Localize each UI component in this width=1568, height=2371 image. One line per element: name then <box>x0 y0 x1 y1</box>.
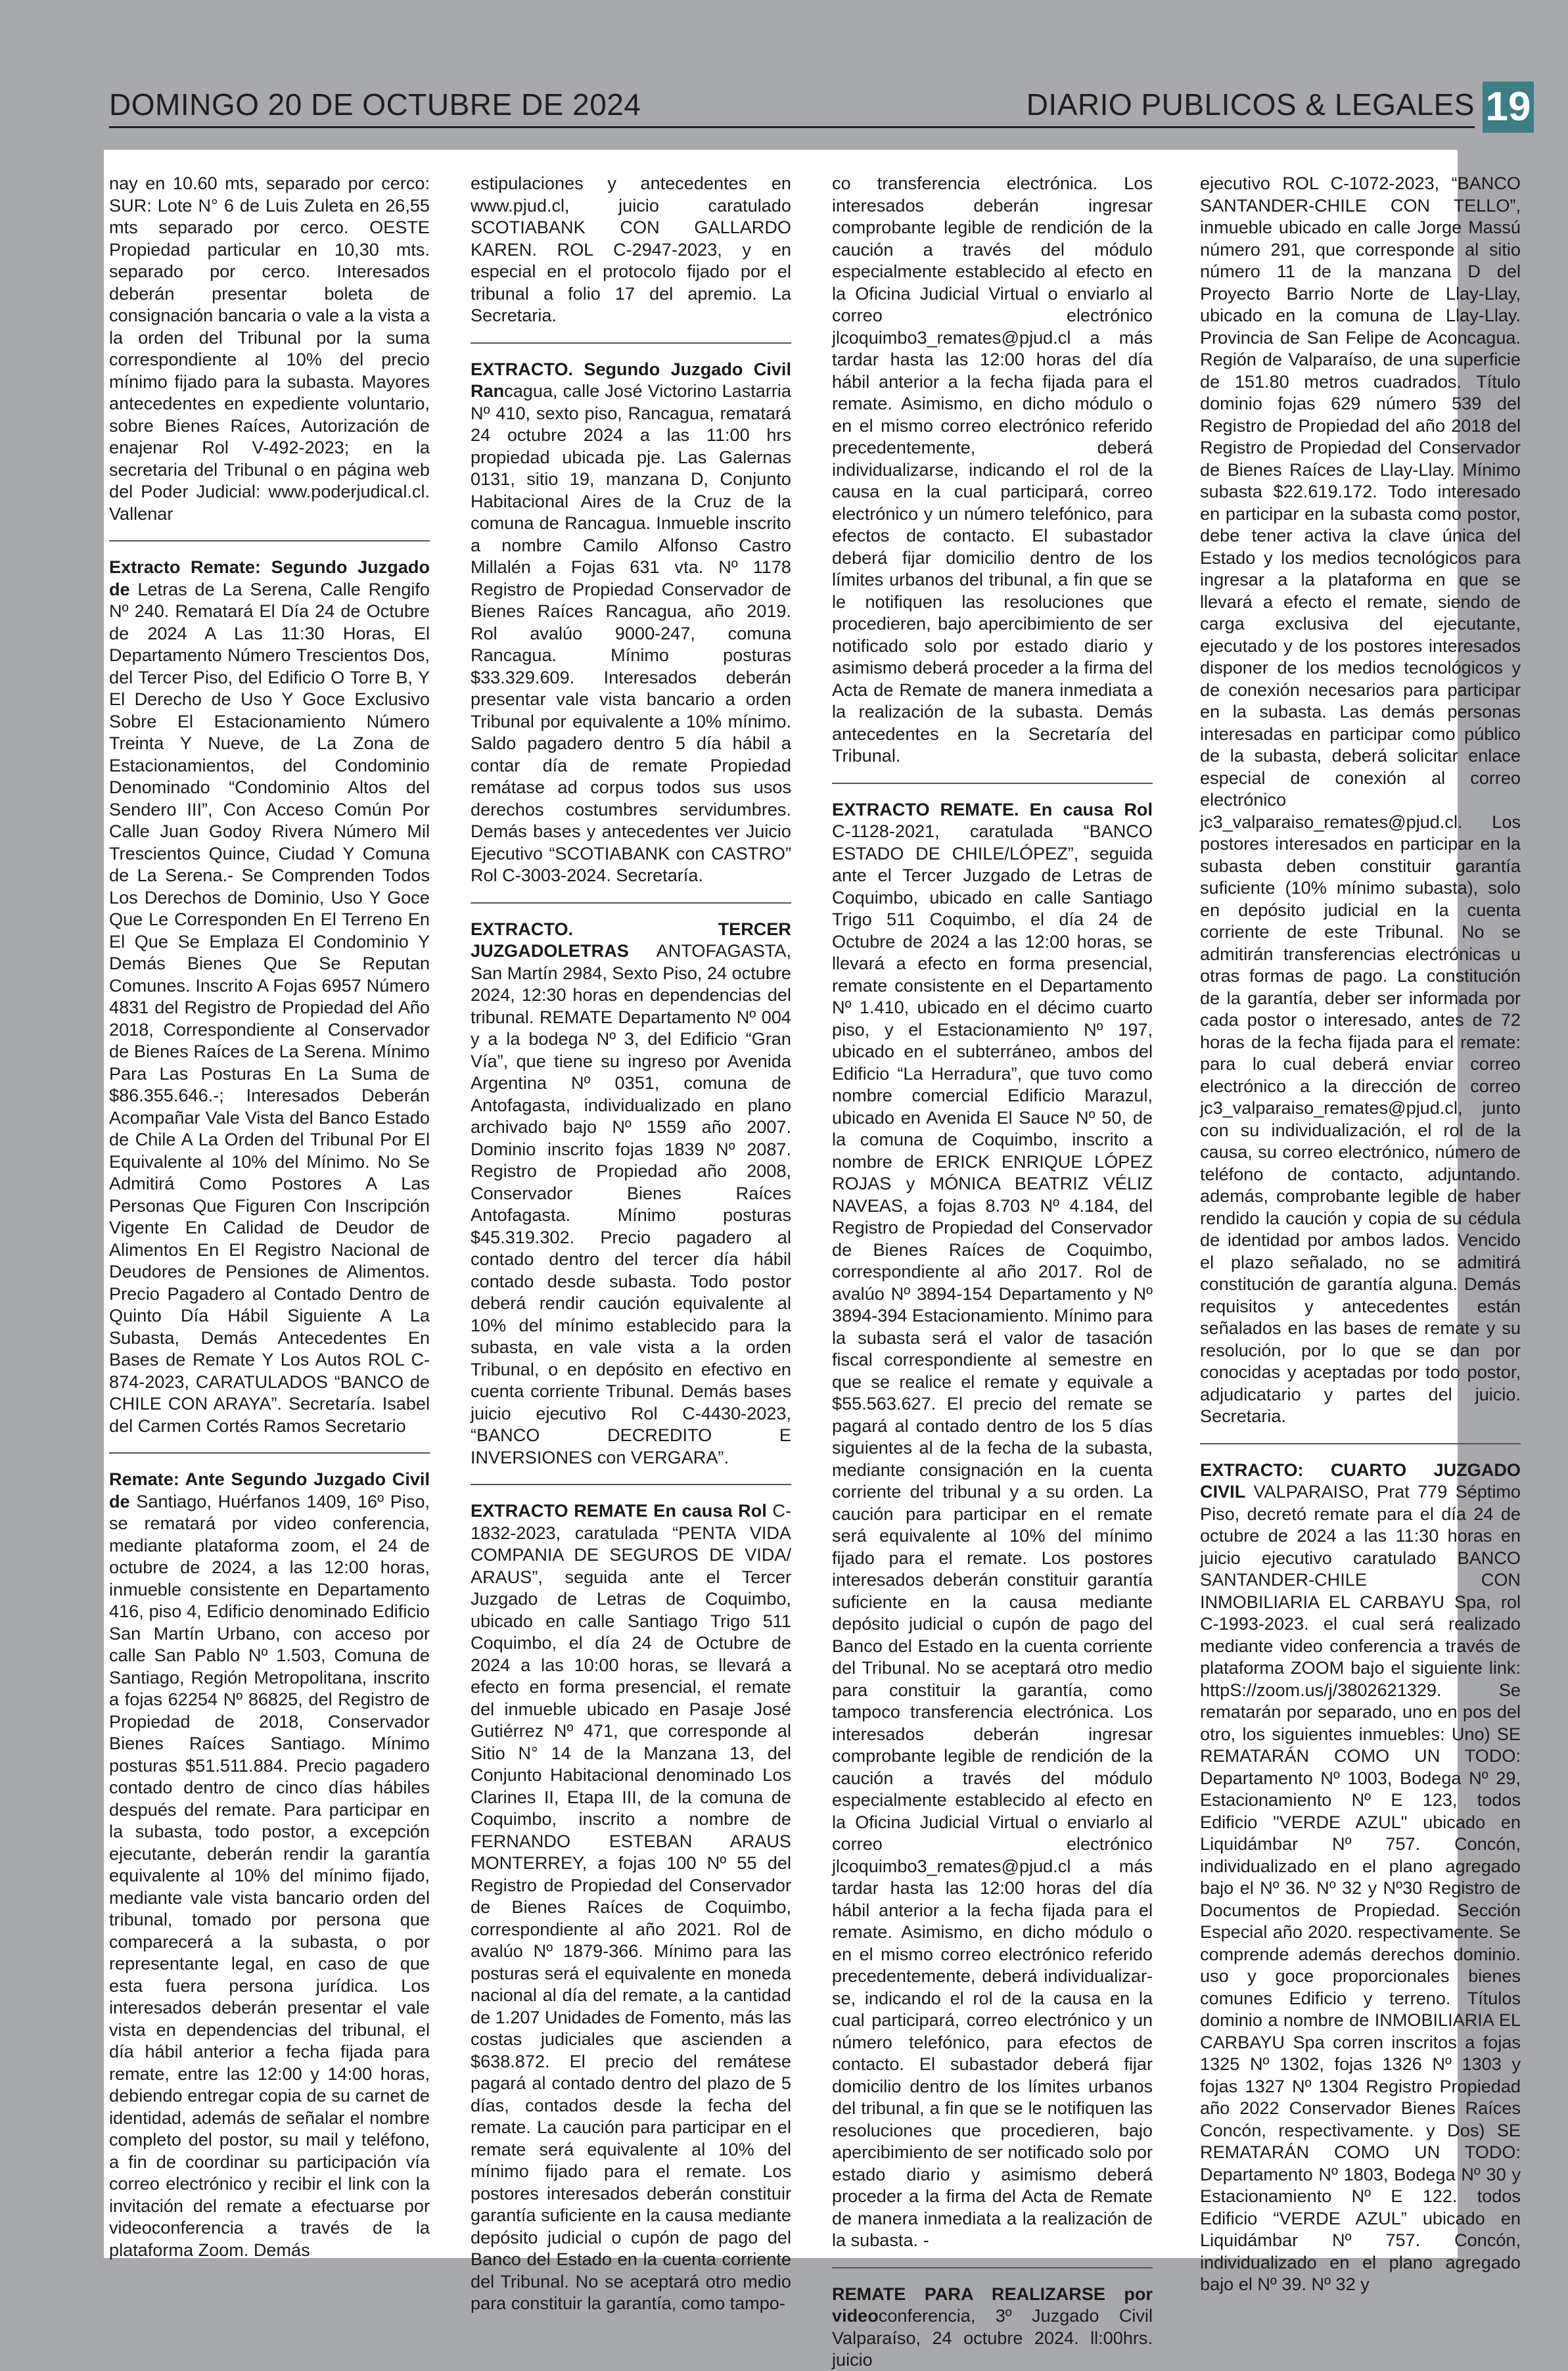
notice <box>1200 1459 1521 2295</box>
notice <box>471 1500 791 2314</box>
notice-divider <box>1200 1443 1521 1444</box>
column-4 <box>1200 172 1521 2294</box>
column-1 <box>109 172 430 2260</box>
column-2 <box>471 172 792 2313</box>
header-rule <box>109 126 1475 128</box>
page-number-badge: 19 <box>1483 81 1534 133</box>
notice-divider <box>471 902 791 904</box>
notice-heading: REMATE PARA REALIZARSE por video <box>832 2283 1153 2326</box>
notice <box>471 918 791 1469</box>
notice-divider <box>109 540 430 541</box>
notice-heading: EXTRACTO. TERCER JUZGADOLETRAS <box>471 918 791 961</box>
notice-heading: EXTRACTO REMATE En causa Rol <box>471 1500 767 1521</box>
notice-text: Letras de La Serena, Calle Rengifo Nº 240. Rematará El Día 24 de Octubre de 2024 A Las 11:30 Horas, El Departamento Número Trescientos Dos, del Tercer Piso, del Edificio O Torre B, Y El Derecho de Uso Y Goce Exclusivo Sobre El Estacionamiento Número Treinta Y Nueve, de La Zona de Estacionamientos, del Condominio Denominado “Condominio Altos del Sendero III”, Con Acceso Común Por Calle Juan Godoy Rivera Número Mil Trescientos Quince, Ciudad Y Comuna de La Serena.- Se Comprenden Todos Los Derechos de Dominio, Uso Y Goce Que Le Corresponden En El Terreno En El Que Se Emplaza El Condominio Y Demás Bienes Que Se Reputan Comunes. Inscrito A Fojas 6957 Número 4831 del Registro de Propiedad del Año 2018, Correspondiente al Conservador de Bienes Raíces de La Serena. Mínimo Para Las Posturas En La Suma de $86.355.646.-; Interesados Deberán Acompañar Vale Vista del Banco Estado de Chile A La Orden del Tribunal Por El Equivalente al 10% del Mínimo. No Se Admitirá Como Postores A Las Personas Que Figuren Con Inscripción Vigente En Calidad de Deudor de Alimentos En El Registro Nacional de Deudores de Pensiones de Alimentos. Precio Pagadero al Contado Dentro de Quinto Día Hábil Siguiente A La Subasta, Demás Antecedentes En Bases de Remate Y Los Autos ROL C-874-2023, CARATULADOS “BANCO de CHILE CON ARAYA”. Secretaría. Isabel del Carmen Cortés Ramos Secretario <box>109 578 430 1436</box>
notice-text: Santiago, Huérfanos 1409, 16º Piso, se rematará por video conferencia, mediante plataforma zoom, el 24 de octubre de 2024, a las 12:00 horas, inmueble consistente en Departamento 416, piso 4, Edificio denominado Edificio San Martín Urbano, con acceso por calle San Pablo Nº 1.503, Comuna de Santiago, Región Metropolitana, inscrito a fojas 62254 Nº 86825, del Registro de Propiedad de 2018, Conservador Bienes Raíces Santiago. Mínimo posturas $51.511.884. Precio pagadero contado dentro de cinco días hábiles después del remate. Para participar en la subasta, todo postor, a excepción ejecutante, deberán rendir la garantía equivalente al 10% del mínimo fijado, mediante vale vista bancario orden del tribunal, tomado por persona que comparecerá a la subasta, o por representante legal, en caso de que esta fuera persona jurídica. Los interesados deberán presentar el vale vista en dependencias del tribunal, el día hábil anterior a fecha fijada para remate, entre las 12:00 y 14:00 horas, debiendo entregar copia de su carnet de identidad, además de señalar el nombre completo del postor, su mail y teléfono, a fin de coordinar su participación vía correo electrónico y recibir el link con la invitación del remate a efectuarse por videoconferencia a través de la plataforma Zoom. Demás <box>109 1490 430 2260</box>
notice <box>109 1468 430 2261</box>
notice-heading: Remate: Ante Segundo Juzgado Civil de <box>109 1469 430 1511</box>
notice-text: C-1832-2023, caratulada “PENTA VIDA COMPANIA DE SEGUROS DE VIDA/ ARAUS”, seguida ante el Tercer Juzgado de Letras de Coquimbo, ubicado en calle Santiago Trigo 511 Coquimbo, el día 24 de Octubre de 2024 a las 10:00 horas, se llevará a efecto en forma presencial, el remate del inmueble ubicado en Pasaje José Gutiérrez Nº 471, que corresponde al Sitio N° 14 de la Manzana 13, del Conjunto Habitacional denominado Los Clarines II, Etapa III, de la comuna de Coquimbo, inscrito a nombre de FERNANDO ESTEBAN ARAUS MONTERREY, a fojas 100 Nº 55 del Registro de Propiedad del Conservador de Bienes Raíces de Coquimbo, correspondiente al año 2021. Rol de avalúo Nº 1879-366. Mínimo para las posturas será el equivalente en moneda nacional al día del remate, a la cantidad de 1.207 Unidades de Fomento, más las costas judiciales que ascienden a $638.872. El precio del remátese pagará al contado dentro del plazo de 5 días, contados desde la fecha del remate. La caución para participar en el remate será equivalente al 10% del mínimo fijado para el remate. Los postores interesados deberán constituir garantía suficiente en la causa mediante depósito judicial o cupón de pago del Banco del Estado en la cuenta corriente del Tribunal. No se aceptará otro medio para constituir la garantía, como tampo- <box>471 1500 792 2313</box>
notice <box>832 2283 1153 2371</box>
notice-text: C-1128-2021, caratulada “BANCO ESTADO DE CHILE/LÓPEZ”, seguida ante el Tercer Juzgado de Letras de Coquimbo, ubicado en calle Santiago Trigo 511 Coquimbo, el día 24 de Octubre de 2024 a las 12:00 horas, se llevará a efecto en forma presencial, remate consistente en el Departamento Nº 1.410, ubicado en el décimo cuarto piso, y el Estacionamiento Nº 197, ubicado en el subterráneo, ambos del Edificio “La Herradura”, que tuvo como nombre comercial Edificio Marazul, ubicado en Avenida El Sauce Nº 50, de la comuna de Coquimbo, inscrito a nombre de ERICK ENRIQUE LÓPEZ ROJAS y MÓNICA BEATRIZ VÉLIZ NAVEAS, a fojas 8.703 Nº 4.184, del Registro de Propiedad del Conservador de Bienes Raíces de Coquimbo, correspondiente al año 2017. Rol de avalúo Nº 3894-154 Departamento y Nº 3894-394 Estacionamiento. Mínimo para la subasta será el valor de tasación fiscal correspondiente al semestre en que se realice el remate y equivale a $55.563.627. El precio del remate se pagará al contado dentro de los 5 días siguientes al de la fecha de la subasta, mediante consignación en la cuenta corriente del tribunal y a su orden. La caución para participar en el remate será equivalente al 10% del mínimo fijado para el remate. Los postores interesados deberán constituir garantía suficiente en la causa mediante depósito judicial o cupón de pago del Banco del Estado en la cuenta corriente del Tribunal. No se aceptará otro medio para constituir la garantía, como tampoco transferencia electrónica. Los interesados deberán ingresar comprobante legible de rendición de la caución a través del módulo especialmente establecido al efecto en la Oficina Judicial Virtual o enviarlo al correo electrónico jlcoquimbo3_remates@pjud.cl a más tardar hasta las 12:00 horas del día hábil anterior a la fecha fijada para el remate. Asimismo, en dicho módulo o en el mismo correo electrónico referido precedentemente, deberá individualizar-se, indicando el rol de la causa en la cual participará, correo electrónico y un número telefónico, para efectos de contacto. El subastador deberá fijar domicilio dentro de los límites urbanos del tribunal, a fin que se le notifiquen las resoluciones que procedieren, bajo apercibimiento de ser notificado solo por estado diario y asimismo deberá proceder a la firma del Acta de Remate de manera inmediata a la realización de la subasta. - <box>832 821 1153 2250</box>
notice-text: co transferencia electrónica. Los interesados deberán ingresar comprobante legible de rendición de la caución a través del módulo especialmente establecido al efecto en la Oficina Judicial Virtual o enviarlo al correo electrónico jlcoquimbo3_remates@pjud.cl a más tardar hasta las 12:00 horas del día hábil anterior a la fecha fijada para el remate. Asimismo, en dicho módulo o en el mismo correo electrónico referido precedentemente, deberá individualizarse, indicando el rol de la causa en la cual participará, correo electrónico y un número telefónico, para efectos de contacto. El subastador deberá fijar domicilio dentro de los límites urbanos del tribunal, a fin que se le notifiquen las resoluciones que procedieren, bajo apercibimiento de ser notificado solo por estado diario y asimismo deberá proceder a la firma del Acta de Remate de manera inmediata a la realización de la subasta. Demás antecedentes en la Secretaría del Tribunal. <box>832 173 1153 766</box>
notice-heading: EXTRACTO. Segundo Juzgado Civil Ran <box>471 358 791 401</box>
header-publication: DIARIO PUBLICOS & LEGALES <box>1026 87 1475 122</box>
notice-divider <box>109 1452 430 1454</box>
notice-divider <box>832 783 1153 784</box>
notice-divider <box>471 342 791 344</box>
notice-text: ANTOFAGASTA, San Martín 2984, Sexto Piso, 24 octubre 2024, 12:30 horas en dependencias del tribunal. REMATE Departamento Nº 004 y a la bodega Nº 3, del Edificio “Gran Vía”, que tiene su ingreso por Avenida Argentina Nº 0351, comuna de Antofagasta, individualizado en plano archivado bajo Nº 1559 año 2007. Dominio inscrito fojas 1839 Nº 2087. Registro de Propiedad año 2008, Conservador Bienes Raíces Antofagasta. Mínimo posturas $45.319.302. Precio pagadero al contado dentro del tercer día hábil contado desde subasta. Todo postor deberá rendir caución equivalente al 10% del mínimo establecido para la subasta, en vale vista a la orden Tribunal, o en depósito en efectivo en cuenta corriente Tribunal. Demás bases juicio ejecutivo Rol C-4430-2023, “BANCO DECREDITO E INVERSIONES con VERGARA”. <box>471 940 791 1467</box>
header-date: DOMINGO 20 DE OCTUBRE DE 2024 <box>109 87 641 122</box>
notice-text: ejecutivo ROL C-1072-2023, “BANCO SANTANDER-CHILE CON TELLO”, inmueble ubicado en calle Jorge Massú número 291, que corresponde al sitio número 11 de la manzana D del Proyecto Barrio Norte de Llay-Llay, ubicado en la comuna de Llay-Llay. Provincia de San Felipe de Aconcagua. Región de Valparaíso, de una superficie de 151.80 metros cuadrados. Título dominio fojas 629 número 539 del Registro de Propiedad del año 2018 del Registro de Propiedad del Conservador de Bienes Raíces de Llay-Llay. Mínimo subasta $22.619.172. Todo interesado en participar en la subasta como postor, debe tener activa la clave única del Estado y los medios tecnológicos para ingresar a la plataforma en que se llevará a efecto el remate, siendo de carga exclusiva del ejecutante, ejecutado y de los postores interesados disponer de los medios tecnológicos y de conexión necesarios para participar en la subasta. Las demás personas interesadas en participar como público de la subasta, deberá solicitar enlace especial de conexión al correo electrónico jc3_valparaiso_remates@pjud.cl. Los postores interesados en participar en la subasta deben constituir garantía suficiente (10% mínimo subasta), solo en depósito judicial en la cuenta corriente de este Tribunal. No se admitirán transferencias electrónicas u otras formas de pago. La constitución de la garantía, deber ser informada por cada postor o interesado, antes de 72 horas de la fecha fijada para el remate: para lo cual deberá enviar correo electrónico a la dirección de correo jc3_valparaiso_remates@pjud.cl, junto con su individualización, el rol de la causa, su correo electrónico, número de teléfono de contacto, adjuntando. además, comprobante legible de haber rendido la caución y copia de su cédula de identidad por ambos lados. Vencido el plazo señalado, no se admitirá constitución de garantía alguna. Demás requisitos y antecedentes están señalados en las bases de remate y su resolución, por lo que se dan por conocidas y aceptadas por todo postor, adjudicatario y partes del juicio. Secretaria. <box>1200 173 1521 1426</box>
notice-text: VALPARAISO, Prat 779 Séptimo Piso, decretó remate para el día 24 de octubre de 2024 a las 11:30 horas en juicio ejecutivo caratulado BANCO SANTANDER-CHILE CON INMOBILIARIA EL CARBAYU Spa, rol C-1993-2023. el cual será realizado mediante video conferencia a través de plataforma ZOOM bajo el siguiente link: httpS://zoom.us/j/3802621329. Se rematarán por separado, uno en pos del otro, los siguientes inmuebles: Uno) SE REMATARÁN COMO UN TODO: Departamento Nº 1003, Bodega Nº 29, Estacionamiento Nº E 123, todos Edificio "VERDE AZUL" ubicado en Liquidámbar Nº 757. Concón, individualizado en el plano agregado bajo el Nº 36. Nº 32 y Nº30 Registro de Documentos de Propiedad. Sección Especial año 2020. respectivamente. Se comprende además derechos dominio. uso y goce proporcionales bienes comunes Edificio y terreno. Títulos dominio a nombre de INMOBILIARIA EL CARBAYU Spa corren inscritos a fojas 1325 Nº 1302, fojas 1326 Nº 1303 y fojas 1327 Nº 1304 Registro Propiedad año 2022 Conservador Bienes Raíces Concón, respectivamente. y Dos) SE REMATARÁN COMO UN TODO: Departamento Nº 1803, Bodega Nº 30 y Estacionamiento Nº E 122. todos Edificio “VERDE AZUL” ubicado en Liquidámbar Nº 757. Concón, individualizado en el plano agregado bajo el Nº 39. Nº 32 y <box>1200 1481 1521 2294</box>
notice-text: estipulaciones y antecedentes en www.pjud.cl, juicio caratulado SCOTIABANK CON GALLARDO KAREN. ROL C-2947-2023, y en especial en el protocolo fijado por el tribunal a folio 17 del apremio. La Secretaria. <box>471 173 791 325</box>
notice-heading: EXTRACTO: CUARTO JUZGADO CIVIL <box>1200 1459 1521 1502</box>
notice-text: cagua, calle José Victorino Lastarria Nº 410, sexto piso, Rancagua, rematará 24 octubre 2024 a las 11:00 hrs propiedad ubicada pje. Las Galernas 0131, sitio 19, manzana D, Conjunto Habitacional Aires de la Cruz de la comuna de Rancagua. Inmueble inscrito a nombre Camilo Alfonso Castro Millalén a Fojas 631 vta. Nº 1178 Registro de Propiedad Conservador de Bienes Raíces Rancagua, año 2019. Rol avalúo 9000-247, comuna Rancagua. Mínimo posturas $33.329.609. Interesados deberán presentar vale vista bancario a orden Tribunal por equivalente a 10% mínimo. Saldo pagadero dentro 5 día hábil a contar día de remate Propiedad remátase ad corpus todos sus usos derechos costumbres servidumbres. Demás bases y antecedentes ver Juicio Ejecutivo “SCOTIABANK con CASTRO” Rol C-3003-2024. Secretaría. <box>471 380 791 885</box>
column-3 <box>832 172 1153 2370</box>
notice-divider <box>832 2267 1153 2268</box>
notice <box>471 358 791 886</box>
notice-text: conferencia, 3º Juzgado Civil Valparaíso, 24 octubre 2024. ll:00hrs. juicio <box>832 2305 1153 2370</box>
notice-divider <box>471 1484 791 1485</box>
notice-heading: Extracto Remate: Segundo Juzgado de <box>109 557 430 599</box>
notice <box>109 556 430 1437</box>
notice-text: nay en 10.60 mts, separado por cerco: SUR: Lote N° 6 de Luis Zuleta en 26,55 mts separado por cerco. OESTE Propiedad particular en 10,30 mts. separado por cerco. Interesados deberán presentar boleta de consignación bancaria o vale a la vista a la orden del Tribunal por la suma correspondiente al 10% del precio mínimo fijado para la subasta. Mayores antecedentes en expediente voluntario, sobre Bienes Raíces, Autorización de enajenar Rol V-492-2023; en la secretaria del Tribunal o en página web del Poder Judicial: www.poderjudical.cl. Vallenar <box>109 173 430 524</box>
notice <box>832 798 1153 2251</box>
notice-heading: EXTRACTO REMATE. En causa Rol <box>832 798 1153 819</box>
